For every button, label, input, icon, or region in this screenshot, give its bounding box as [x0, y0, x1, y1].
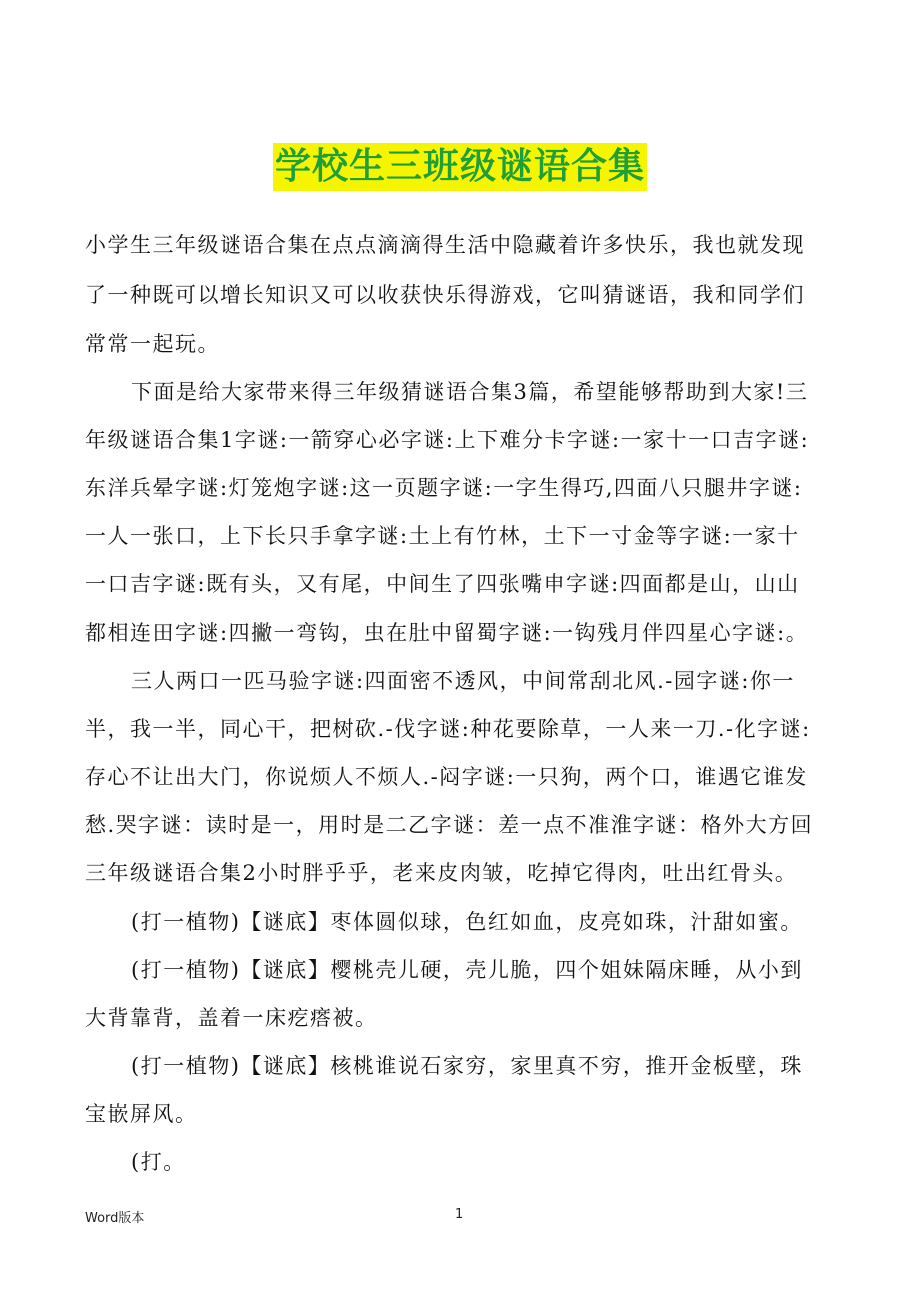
text-line: 下面是给大家带来得三年级猜谜语合集3篇，希望能够帮助到大家!三 [131, 380, 809, 404]
text-line: (打一植物)【谜底】核桃谁说石家穷，家里真不穷，推开金板壁，珠 [131, 1054, 803, 1078]
text-line: 三年级谜语合集2小时胖乎乎，老来皮肉皱，吃掉它得肉，吐出红骨头。 [85, 861, 798, 885]
text-line: 常常一起玩。 [85, 332, 220, 356]
text-line: (打一植物)【谜底】枣体圆似球，色红如血，皮亮如珠，汁甜如蜜。 [131, 910, 803, 934]
text-line: 了一种既可以增长知识又可以收获快乐得游戏，它叫猜谜语，我和同学们 [85, 283, 805, 307]
text-line: 宝嵌屏风。 [85, 1102, 198, 1126]
text-line: 东洋兵晕字谜:灯笼炮字谜:这一页题字谜:一字生得巧,四面八只腿井字谜: [85, 476, 803, 500]
text-line: (打一植物)【谜底】樱桃壳儿硬，壳儿脆，四个姐妹隔床睡，从小到 [131, 958, 803, 982]
text-line: 年级谜语合集1字谜:一箭穿心必字谜:上下难分卡字谜:一家十一口吉字谜: [85, 428, 810, 452]
footer-label: Word版本 [85, 1211, 145, 1226]
text-line: (打。 [131, 1150, 186, 1174]
text-line: 三人两口一匹马验字谜:四面密不透风，中间常刮北风.-园字谜:你一 [131, 669, 795, 693]
text-line: 愁.哭字谜：读时是一，用时是二乙字谜：差一点不准淮字谜：格外大方回 [85, 813, 814, 837]
text-line: 小学生三年级谜语合集在点点滴滴得生活中隐藏着许多快乐，我也就发现 [85, 233, 805, 257]
text-line: 大背靠背，盖着一床疙瘩被。 [85, 1006, 378, 1030]
text-line: 一口吉字谜:既有头，又有尾，中间生了四张嘴申字谜:四面都是山，山山 [85, 572, 800, 596]
page-number: 1 [455, 1207, 464, 1222]
text-line: 一人一张口，上下长只手拿字谜:土上有竹林，土下一寸金等字谜:一家十 [85, 524, 800, 548]
text-line: 都相连田字谜:四撇一弯钩，虫在肚中留蜀字谜:一钩残月伴四星心字谜:。 [85, 621, 809, 645]
document-title: 学校生三班级谜语合集 [273, 143, 647, 191]
text-line: 存心不让出大门，你说烦人不烦人.-闷字谜:一只狗，两个口，谁遇它谁发 [85, 765, 808, 789]
text-line: 半，我一半，同心干，把树砍.-伐字谜:种花要除草，一人来一刀.-化字谜: [85, 717, 811, 741]
title-container [0, 143, 920, 191]
